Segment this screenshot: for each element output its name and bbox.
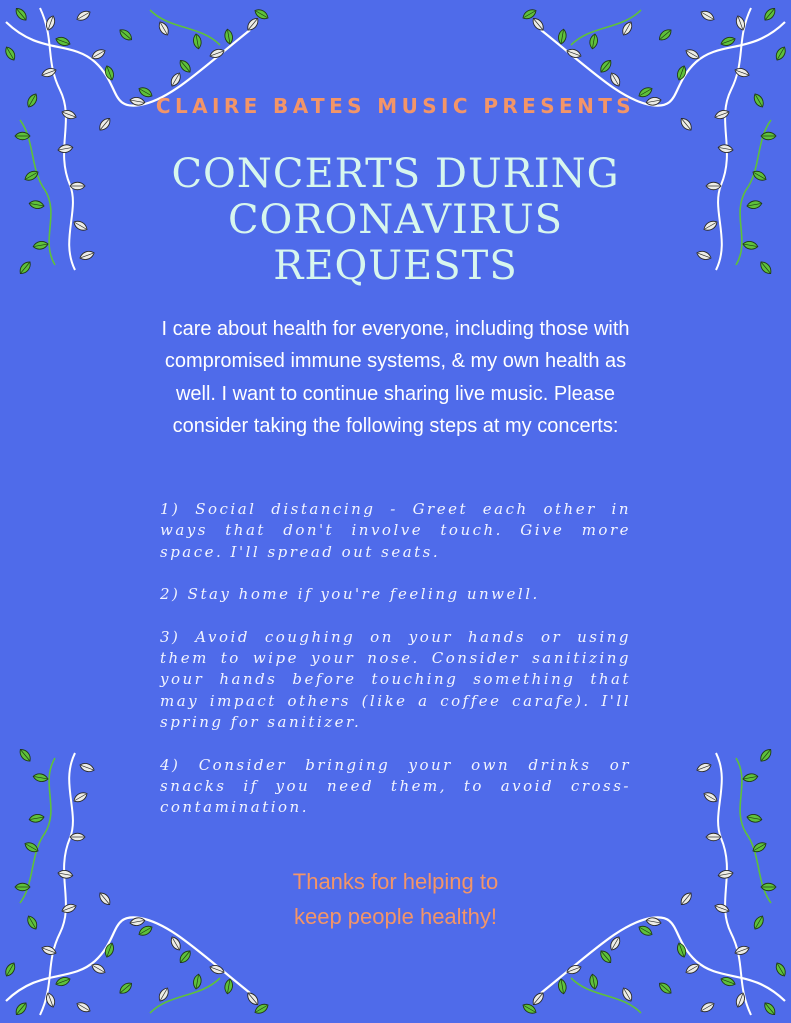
closing-line: Thanks for helping to — [292, 869, 499, 894]
closing-thanks — [0, 864, 791, 934]
request-step-1: 1) Social distancing - Greet each other in ways that don't involve touch. Give more space. I'll spread out seats. — [160, 500, 631, 561]
request-step-2: 2) Stay home if you're feeling unwell. — [160, 585, 540, 604]
title-line: CORONAVIRUS — [227, 197, 564, 243]
closing-line: keep people healthy! — [293, 904, 498, 929]
request-step-4: 4) Consider bringing your own drinks or snacks if you need them, to avoid cross-contamination. — [160, 755, 631, 817]
presenter-line: CLAIRE BATES MUSIC PRESENTS — [155, 94, 636, 118]
request-steps-list — [160, 499, 631, 840]
title-line: CONCERTS DURING — [171, 151, 620, 197]
title-line: REQUESTS — [273, 243, 518, 289]
intro-paragraph: I care about health for everyone, including those with compromised immune systems, & my own health as well. I want to continue sharing live music. Please consider taking the following steps at my concerts: — [161, 318, 630, 437]
flyer-title — [0, 151, 791, 289]
request-step-3: 3) Avoid coughing on your hands or using them to wipe your nose. Consider sanitizing your hands before touching something that may impact others (like a coffee carafe). I'll spring for sanitizer. — [160, 627, 631, 731]
